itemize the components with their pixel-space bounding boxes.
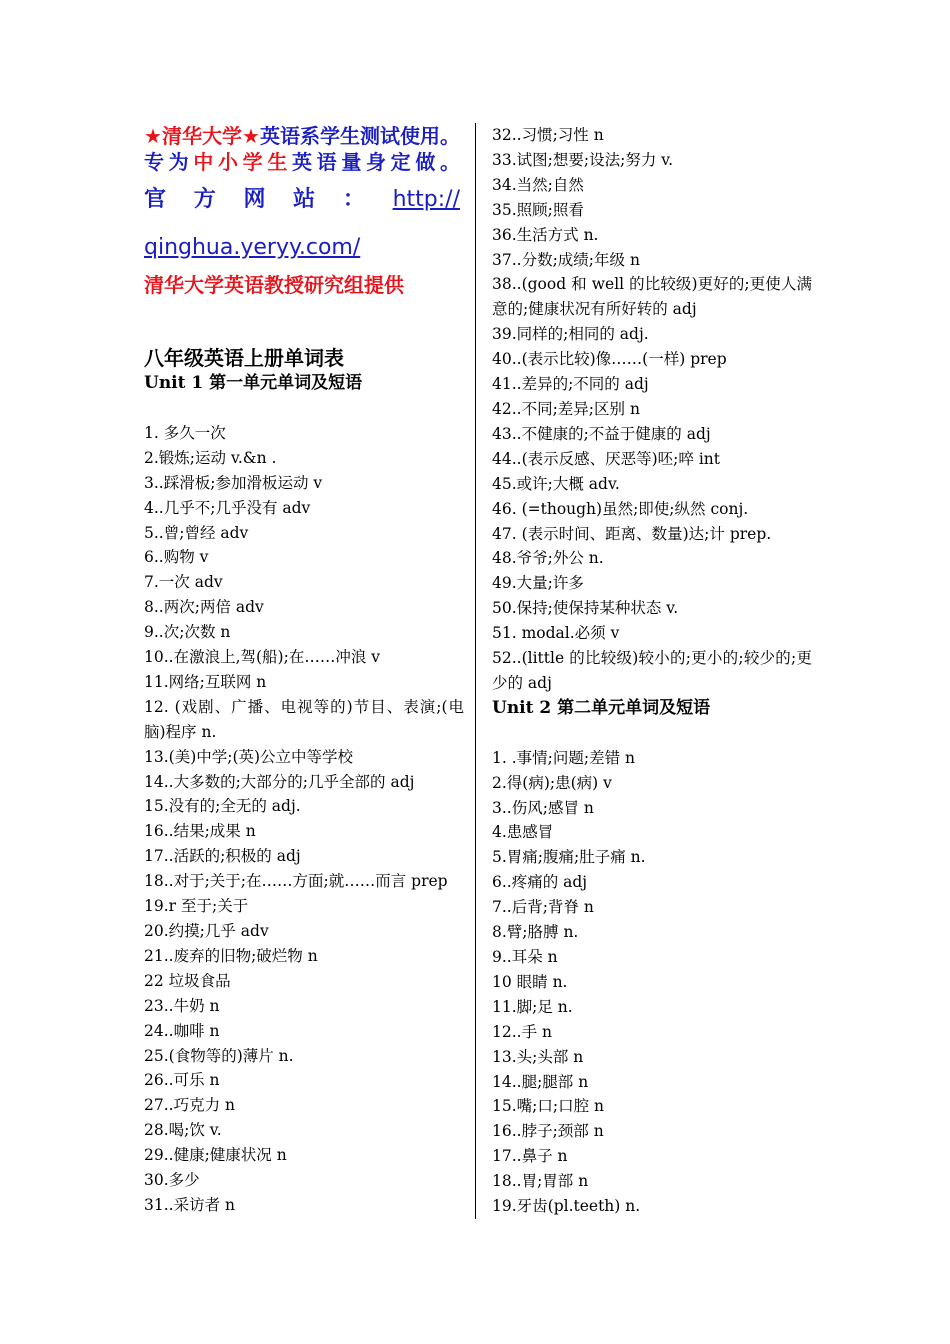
vocab-entry: 6..疼痛的 adj (492, 873, 588, 892)
vocab-entry: 3..踩滑板;参加滑板运动 v (144, 473, 323, 492)
vocab-entry: 1. .事情;问题;差错 n (492, 748, 635, 767)
vocab-entry: 2.锻炼;运动 v.&n . (144, 448, 277, 467)
vocab-entry: 45.或许;大概 adv. (492, 474, 620, 493)
site-label-char: 站 (293, 187, 316, 212)
vocab-entry: 44..(表示反感、厌恶等)呸;啐 int (492, 449, 720, 468)
vocab-entry: 35.照顾;照看 (492, 200, 584, 219)
vocab-entry: 13.(美)中学;(英)公立中等学校 (144, 747, 354, 766)
vocab-entry: 13.头;头部 n (492, 1047, 584, 1066)
vocab-entry: 4..几乎不;几乎没有 adv (144, 498, 311, 517)
right-column (492, 123, 812, 1219)
site-url-link-continued[interactable]: qinghua.yeryy.com/ (144, 235, 361, 260)
vocab-entry: 52..(little 的比较级)较小的;更小的;较少的;更少的 adj (492, 649, 812, 692)
vocab-entry: 26..可乐 n (144, 1071, 220, 1090)
column-divider (475, 123, 476, 1219)
vocab-entry: 50.保持;使保持某种状态 v. (492, 599, 679, 618)
vocab-entry: 8.臂;胳膊 n. (492, 923, 579, 942)
vocab-entry: 32..习惯;习性 n (492, 126, 604, 144)
vocab-entry: 4.患感冒 (492, 823, 554, 842)
vocab-entry: 14..腿;腿部 n (492, 1072, 589, 1091)
vocab-entry: 6..购物 v (144, 548, 209, 567)
site-label-char: 方 (193, 187, 216, 212)
promo-end: 英语量身定做。 (292, 150, 461, 174)
vocab-entry: 29..健康;健康状况 n (144, 1146, 287, 1165)
vocab-entry: 3..伤风;感冒 n (492, 798, 594, 817)
vocab-entry: 37..分数;成绩;年级 n (492, 250, 640, 269)
vocab-entry: 16..脖子;颈部 n (492, 1122, 604, 1141)
vocab-entry: 30.多少 (144, 1171, 200, 1190)
vocab-entry: 19.r 至于;关于 (144, 897, 249, 916)
vocab-entry: 20.约摸;几乎 adv (144, 922, 269, 941)
vocab-entry: 27..巧克力 n (144, 1096, 235, 1115)
vocab-entry: 34.当然;自然 (492, 175, 584, 194)
vocab-entry: 11.脚;足 n. (492, 997, 573, 1016)
vocab-entry: 51. modal.必须 v (492, 624, 620, 643)
star-icon: ★ (144, 124, 162, 148)
vocab-entry: 12. (戏剧、广播、电视等的)节目、表演;(电脑)程序 n. (144, 697, 464, 741)
vocab-entry: 22 垃圾食品 (144, 971, 231, 990)
vocab-entry: 41..差异的;不同的 adj (492, 375, 649, 394)
vocab-entry: 39.同样的;相同的 adj. (492, 325, 649, 344)
vocab-entry: 31..采访者 n (144, 1195, 235, 1214)
vocab-entry: 24..咖啡 n (144, 1021, 220, 1040)
vocab-entry: 16..结果;成果 n (144, 822, 256, 841)
vocab-entry: 9..耳朵 n (492, 947, 558, 966)
unit1-word-list-continued (492, 123, 812, 696)
vocab-entry: 15.没有的;全无的 adj. (144, 797, 301, 816)
vocab-entry: 40..(表示比较)像……(一样) prep (492, 350, 727, 369)
vocab-entry: 9..次;次数 n (144, 623, 231, 642)
vocab-entry: 17..鼻子 n (492, 1147, 568, 1166)
vocab-entry: 33.试图;想要;设法;努力 v. (492, 150, 674, 169)
unit2-heading: Unit 2 第二单元单词及短语 (492, 697, 711, 718)
vocab-entry: 49.大量;许多 (492, 574, 584, 593)
site-url-link[interactable]: http:// (392, 187, 460, 212)
vocab-entry: 43..不健康的;不益于健康的 adj (492, 424, 711, 443)
promo-school: 清华大学 (161, 124, 242, 148)
vocab-entry: 15.嘴;口;口腔 n (492, 1097, 605, 1116)
vocab-entry: 5..曾;曾经 adv (144, 523, 249, 542)
left-column (144, 123, 464, 1218)
site-label-char: 官 (144, 187, 167, 212)
vocab-entry: 7..后背;背脊 n (492, 898, 594, 917)
vocab-entry: 11.网络;互联网 n (144, 672, 267, 691)
site-label-char: 网 (243, 187, 266, 212)
promo-banner (144, 123, 460, 175)
vocab-entry: 47. (表示时间、距离、数量)达;计 prep. (492, 524, 772, 543)
official-site-row (144, 185, 460, 215)
vocab-entry: 42..不同;差异;区别 n (492, 399, 640, 418)
vocab-entry: 10 眼睛 n. (492, 972, 568, 991)
vocab-entry: 8..两次;两倍 adv (144, 598, 264, 617)
vocab-entry: 10..在激浪上,驾(船);在……冲浪 v (144, 648, 381, 667)
vocab-entry: 18..胃;胃部 n (492, 1172, 589, 1191)
vocab-entry: 48.爷爷;外公 n. (492, 549, 604, 568)
vocab-entry: 5.胃痛;腹痛;肚子痛 n. (492, 848, 646, 867)
unit2-word-list (492, 746, 812, 1219)
promo-text: 英语系学生测试使用。专为 (144, 124, 461, 174)
vocab-entry: 28.喝;饮 v. (144, 1121, 222, 1140)
vocab-entry: 1. 多久一次 (144, 423, 226, 442)
vocab-entry: 12..手 n (492, 1022, 552, 1041)
vocab-entry: 25.(食物等的)薄片 n. (144, 1046, 294, 1065)
vocab-entry: 36.生活方式 n. (492, 225, 599, 244)
vocab-entry: 23..牛奶 n (144, 996, 220, 1015)
promo-highlight: 中小学生 (193, 150, 293, 174)
site-label-char: ： (342, 187, 365, 212)
unit1-heading: Unit 1 第一单元单词及短语 (144, 373, 363, 393)
vocab-entry: 21..废弃的旧物;破烂物 n (144, 946, 318, 965)
vocab-entry: 7.一次 adv (144, 573, 223, 592)
vocab-entry: 14..大多数的;大部分的;几乎全部的 adj (144, 772, 415, 791)
vocab-entry: 17..活跃的;积极的 adj (144, 847, 301, 866)
unit1-word-list (144, 421, 464, 1218)
vocab-entry: 46. (=though)虽然;即使;纵然 conj. (492, 499, 749, 518)
vocab-entry: 18..对于;关于;在……方面;就……而言 prep (144, 872, 448, 891)
credit-line: 清华大学英语教授研究组提供 (144, 273, 404, 297)
vocab-entry: 19.牙齿(pl.teeth) n. (492, 1197, 641, 1216)
vocab-entry: 38..(good 和 well 的比较级)更好的;更使人满意的;健康状况有所好转的 adj (492, 275, 812, 319)
star-icon: ★ (242, 124, 260, 148)
vocab-entry: 2.得(病);患(病) v (492, 773, 612, 792)
document-title: 八年级英语上册单词表 (144, 346, 344, 370)
